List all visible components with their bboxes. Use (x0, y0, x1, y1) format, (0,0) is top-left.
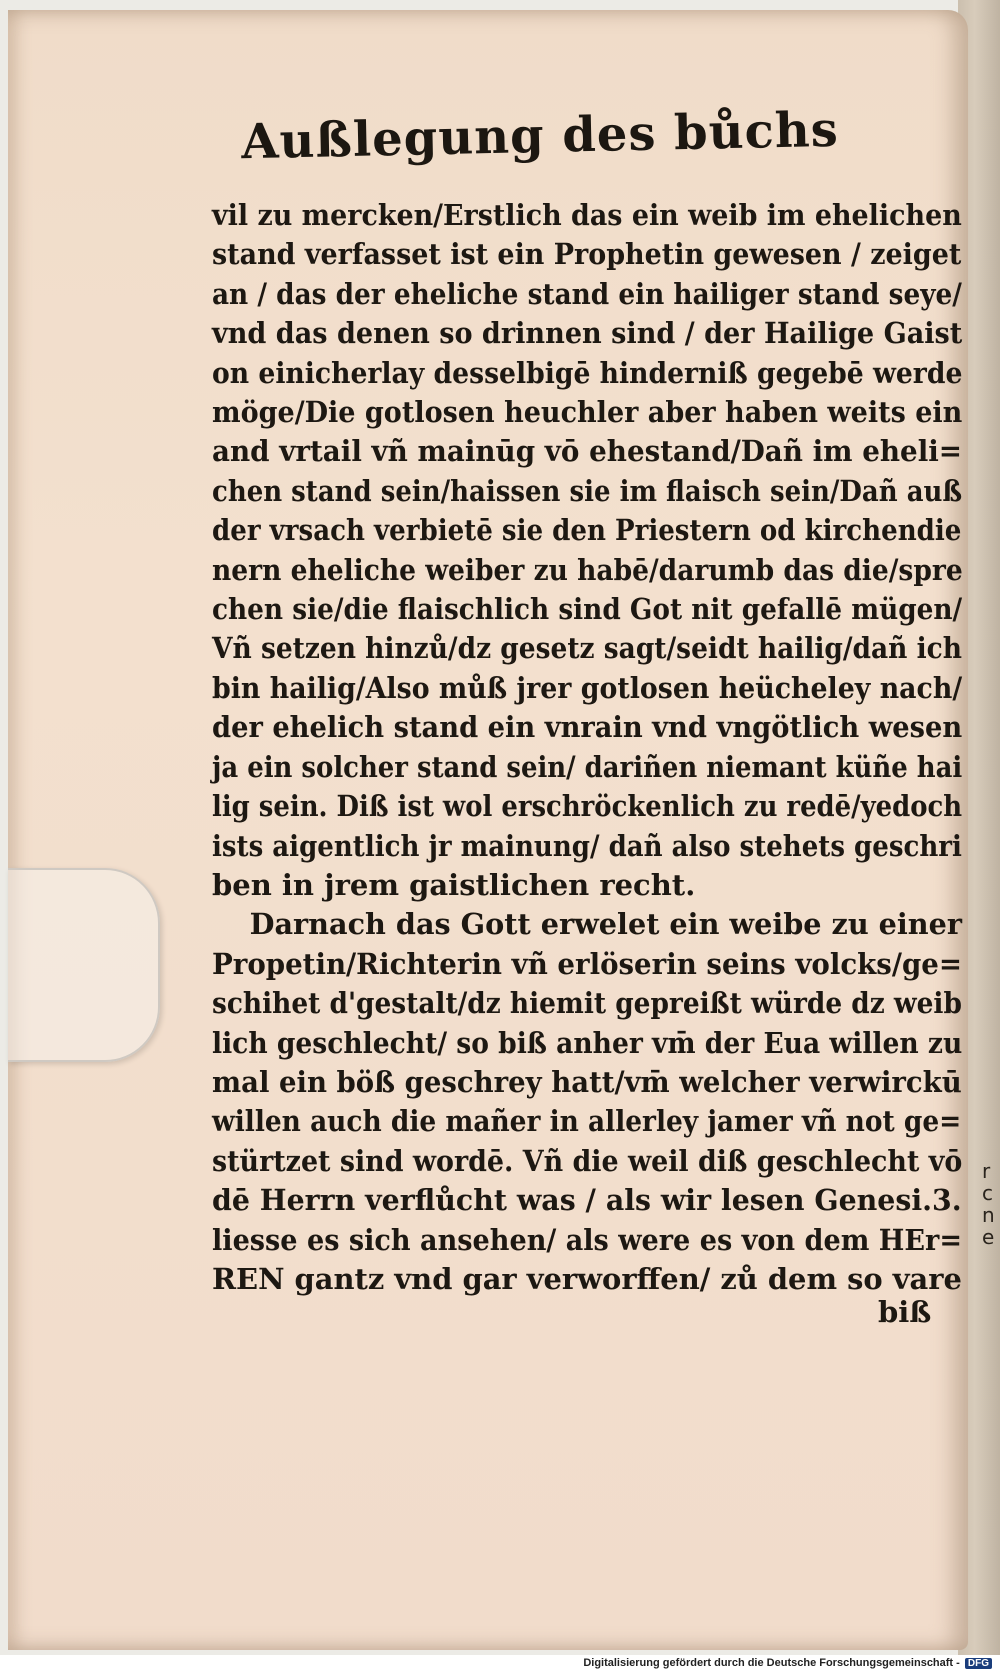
dfg-logo: DFG (965, 1658, 992, 1669)
text-line: ben in jrem gaistlichen recht. (212, 867, 696, 902)
text-line: willen auch die mañer in allerley jamer vñ not ge= (212, 1104, 962, 1139)
text-line: REN gantz vnd gar verworffen/ zů dem so vare (212, 1261, 962, 1296)
text-line-paragraph-start: Darnach das Gott erwelet ein weibe zu einer (249, 907, 963, 942)
body-text (212, 196, 962, 1299)
catchword: biß (878, 1295, 932, 1329)
text-line: chen stand sein/haissen sie im flaisch sein/Dañ auß (212, 473, 963, 508)
text-line: möge/Die gotlosen heuchler aber haben weits ein (212, 395, 963, 430)
text-line: liesse es sich ansehen/ als were es von dem HEr= (212, 1222, 963, 1257)
text-line: dē Herrn verflůcht was / als wir lesen Genesi.3. (212, 1183, 962, 1218)
text-line: mal ein böß geschrey hatt/vm̄ welcher verwirckū (212, 1064, 962, 1099)
text-line: and vrtail vñ mainūg vō ehestand/Dañ im eheli= (212, 434, 963, 469)
running-head: Außlegung des bůchs (240, 101, 840, 171)
text-line: Vñ setzen hinzů/dz gesetz sagt/seidt hailig/dañ ich (212, 631, 962, 666)
text-line: stand verfasset ist ein Prophetin gewesen / zeiget (212, 237, 962, 272)
text-line: vnd das denen so drinnen sind / der Hailige Gaist (212, 316, 963, 351)
text-line: vil zu mercken/Erstlich das ein weib im ehelichen (212, 198, 962, 232)
text-line: nern eheliche weiber zu habē/darumb das die/spre (212, 552, 963, 587)
text-line: chen sie/die flaischlich sind Got nit gefallē mügen/ (212, 592, 963, 627)
text-line: ists aigentlich jr mainung/ dañ also stehets geschri (212, 828, 962, 863)
text-line: Propetin/Richterin vñ erlöserin seins volcks/ge= (212, 946, 963, 981)
text-line: on einicherlay desselbigē hinderniß gegebē werde (212, 355, 963, 390)
text-line: an / das der eheliche stand ein hailiger stand seye/ (212, 276, 962, 311)
text-line: bin hailig/Also můß jrer gotlosen heücheley nach/ (212, 670, 963, 705)
text-line: stürtzet sind wordē. Vñ die weil diß geschlecht vō (212, 1143, 963, 1178)
adjacent-page-text-fragment: r c n e (982, 1159, 995, 1249)
text-line: lich geschlecht/ so biß anher vm̄ der Eua willen zu (212, 1025, 963, 1060)
text-line: lig sein. Diß ist wol erschröckenlich zu redē/yedoch (212, 789, 963, 824)
text-line: der ehelich stand ein vnrain vnd vngötlich wesen (212, 710, 963, 745)
footer-credit (583, 1657, 992, 1669)
text-line: der vrsach verbietē sie den Priestern od kirchendie (212, 513, 962, 548)
text-line: ja ein solcher stand sein/ dariñen niemant küñe hai (212, 749, 963, 784)
paper-bookmark-tab (8, 868, 160, 1062)
footer-credit-text: Digitalisierung gefördert durch die Deutsche Forschungsgemeinschaft - (583, 1657, 960, 1669)
text-line: schihet d'gestalt/dz hiemit gepreißt würde dz weib (212, 986, 962, 1021)
